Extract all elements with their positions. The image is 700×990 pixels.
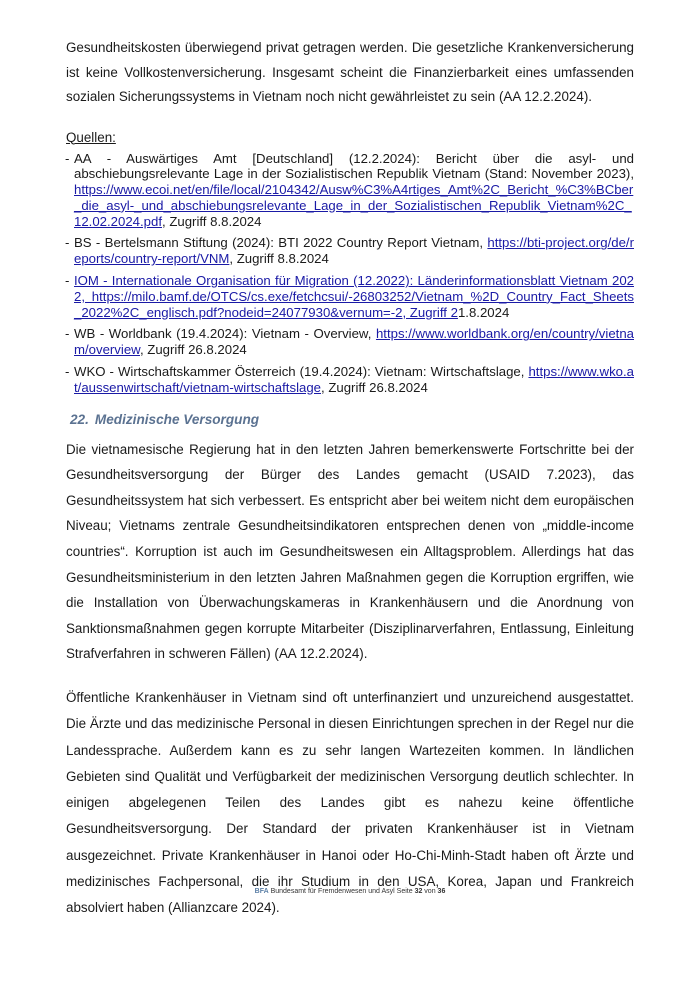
source-item: - WKO - Wirtschaftskammer Österreich (19.4.2024): Vietnam: Wirtschaftslage, https://www.wko.at/aussenwirtschaft/vietnam-wirtschaftslage, Zugriff 26.8.2024: [65, 364, 634, 395]
source-access-date: , Zugriff 8.8.2024: [229, 251, 329, 267]
source-link[interactable]: IOM - Internationale Organisation für Migration (12.2022): Länderinformationsblatt Vietnam 2022, https://milo.bamf.de/OTCS/cs.exe/fetchcsui/-26803252/Vietnam_%2D_Country_Fact_Sheets_2022%2C_englisch.pdf?nodeid=24077930&vernum=-2, Zugriff 2: [74, 273, 634, 320]
source-access-date: 1.8.2024: [457, 304, 510, 320]
section-number: 22.: [70, 411, 89, 427]
source-text: WB - Worldbank (19.4.2024): Vietnam - Overview,: [74, 326, 376, 342]
source-link[interactable]: https://www.ecoi.net/en/file/local/2104342/Ausw%C3%A4rtiges_Amt%2C_Bericht_%C3%BCber_die_asyl-_und_abschiebungsrelevante_Lage_in_der_Sozialistischen_Republik_Vietnam%2C_12.02.2024.pdf: [74, 182, 634, 229]
bfa-logo-text: BFA: [254, 888, 269, 895]
source-link[interactable]: https://bti-project.org/de/reports/country-report/VNM: [74, 235, 634, 267]
sources-list: [66, 151, 634, 396]
source-link[interactable]: https://www.wko.at/aussenwirtschaft/vietnam-wirtschaftslage: [74, 364, 634, 395]
source-access-date: , Zugriff 26.8.2024: [321, 379, 428, 395]
source-item: - BS - Bertelsmann Stiftung (2024): BTI 2022 Country Report Vietnam, https://bti-project.org/de/reports/country-report/VNM, Zugriff 8.8.2024: [65, 235, 634, 267]
source-item: - IOM - Internationale Organisation für Migration (12.2022): Länderinformationsblatt Vietnam 2022, https://milo.bamf.de/OTCS/cs.exe/fetchcsui/-26803252/Vietnam_%2D_Country_Fact_Sheets_2022%2C_englisch.pdf?nodeid=24077930&vernum=-2, Zugriff 21.8.2024: [65, 273, 634, 320]
sources-label: Quellen:: [66, 129, 116, 145]
source-text: WKO - Wirtschaftskammer Österreich (19.4.2024): Vietnam: Wirtschaftslage,: [74, 364, 529, 380]
intro-paragraph: Gesundheitskosten überwiegend privat getragen werden. Die gesetzliche Krankenversicherung ist keine Vollkostenversicherung. Insgesamt scheint die Finanzierbarkeit eines umfassenden sozialen Sicherungssystems in Vietnam noch nicht gewährleistet zu sein (AA 12.2.2024).: [66, 40, 634, 104]
body-paragraph: Öffentliche Krankenhäuser in Vietnam sind oft unterfinanziert und unzureichend ausgestattet. Die Ärzte und das medizinische Personal in diesen Einrichtungen sprechen in der Regel nur die Landessprache. Außerdem kann es zu sehr langen Wartezeiten kommen. In ländlichen Gebieten sind Qualität und Verfügbarkeit der medizinischen Versorgung deutlich schlechter. In einigen abgelegenen Teilen des Landes gibt es nahezu keine öffentliche Gesundheitsversorgung. Der Standard der privaten Krankenhäuser ist in Vietnam ausgezeichnet. Private Krankenhäuser in Hanoi oder Ho-Chi-Minh-Stadt haben oft Ärzte und medizinisches Fachpersonal, die ihr Studium in den USA, Korea, Japan und Frankreich absolviert haben (Allianzcare 2024).: [66, 690, 634, 916]
body-paragraph: Die vietnamesische Regierung hat in den letzten Jahren bemerkenswerte Fortschritte bei der Gesundheitsversorgung der Bürger des Landes gemacht (USAID 7.2023), das Gesundheitssystem hat sich verbessert. Es entspricht aber bei weitem nicht dem europäischen Niveau; Vietnams zentrale Gesundheitsindikatoren entsprechen denen von „middle-income countries“. Korruption ist auch im Gesundheitswesen ein Alltagsproblem. Allerdings hat das Gesundheitsministerium in den letzten Jahren Maßnahmen gegen die Korruption ergriffen, wie die Installation von Überwachungskameras in Krankenhäusern und die Anordnung von Sanktionsmaßnahmen gegen korrupte Mitarbeiter (Disziplinarverfahren, Entlassung, Einleitung Strafverfahren in schweren Fällen) (AA 12.2.2024).: [66, 441, 634, 662]
footer-of: von: [422, 888, 438, 895]
source-item: - AA - Auswärtiges Amt [Deutschland] (12.2.2024): Bericht über die asyl- und abschiebungsrelevante Lage in der Sozialistischen Republik Vietnam (Stand: November 2023), https://www.ecoi.net/en/file/local/2104342/Ausw%C3%A4rtiges_Amt%2C_Bericht_%C3%BCber_die_asyl-_und_abschiebungsrelevante_Lage_in_der_Sozialistischen_Republik_Vietnam%2C_12.02.2024.pdf, Zugriff 8.8.2024: [65, 150, 634, 229]
source-text: AA - Auswärtiges Amt [Deutschland] (12.2.2024): Bericht über die asyl- und abschiebungsrelevante Lage in der Sozialistischen Republik Vietnam (Stand: November 2023),: [74, 150, 634, 182]
source-item: - WB - Worldbank (19.4.2024): Vietnam - Overview, https://www.worldbank.org/en/country/vietnam/overview, Zugriff 26.8.2024: [65, 326, 634, 358]
source-link[interactable]: https://www.worldbank.org/en/country/vietnam/overview: [74, 326, 634, 358]
source-text: BS - Bertelsmann Stiftung (2024): BTI 2022 Country Report Vietnam,: [74, 235, 488, 251]
source-access-date: , Zugriff 8.8.2024: [162, 213, 262, 229]
footer-text: Bundesamt für Fremdenwesen und Asyl Seite: [268, 888, 415, 895]
page-footer: [0, 888, 700, 895]
source-access-date: , Zugriff 26.8.2024: [139, 342, 247, 358]
section-heading: [70, 412, 634, 427]
page-number: 32: [414, 888, 423, 895]
section-title: Medizinische Versorgung: [94, 411, 260, 427]
document-page: [66, 36, 634, 922]
page-total: 36: [437, 888, 446, 895]
